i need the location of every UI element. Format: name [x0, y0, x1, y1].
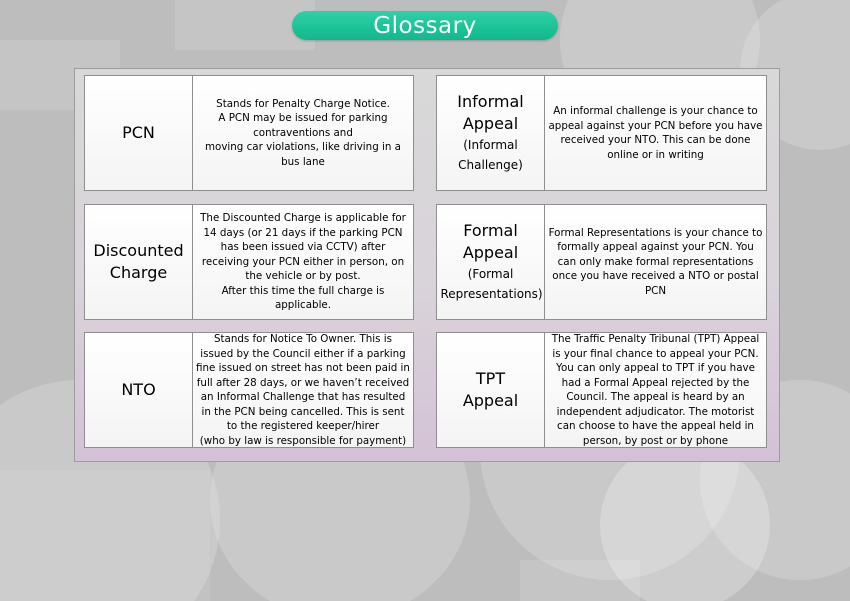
term-label: Formal Appeal	[462, 221, 519, 262]
term-label: PCN	[122, 123, 155, 142]
glossary-card-nto	[84, 332, 414, 448]
term-cell	[85, 333, 193, 447]
term-sublabel: (Formal Representations)	[440, 267, 543, 301]
glossary-card-pcn	[84, 75, 414, 191]
glossary-title-banner	[292, 11, 558, 40]
term-label: NTO	[121, 380, 156, 399]
term-cell	[85, 76, 193, 190]
term-cell	[437, 76, 545, 190]
definition-text: An informal challenge is your chance to appeal against your PCN before you have received your NTO. This can be done online or in writing	[548, 105, 763, 161]
term-cell	[85, 205, 193, 319]
page-title: Glossary	[373, 12, 477, 39]
definition-text: The Discounted Charge is applicable for 14 days (or 21 days if the parking PCN has been issued via CCTV) after receiving your PCN either in person, on the vehicle or by post. After this time the full charge is applicable.	[200, 212, 406, 312]
glossary-card-formal-appeal	[436, 204, 767, 320]
glossary-card-informal-appeal	[436, 75, 767, 191]
definition-text: Stands for Penalty Charge Notice. A PCN may be issued for parking contraventions and moving car violations, like driving in a bus lane	[205, 97, 401, 168]
glossary-card-tpt-appeal	[436, 332, 767, 448]
definition-text: Stands for Notice To Owner. This is issued by the Council either if a parking fine issued on street has not been paid in full after 28 days, or we haven’t received an Informal Challenge that has resulted in the PCN being cancelled. This is sent to the registered keeper/hirer (who by law is responsible for payment)	[196, 333, 410, 447]
term-cell	[437, 333, 545, 447]
term-label: Discounted Charge	[93, 241, 184, 282]
term-sublabel: (Informal Challenge)	[458, 138, 523, 172]
term-label: TPT Appeal	[462, 369, 519, 410]
glossary-card-discounted-charge	[84, 204, 414, 320]
term-cell	[437, 205, 545, 319]
definition-text: The Traffic Penalty Tribunal (TPT) Appeal is your final chance to appeal your PCN. You can only appeal to TPT if you have had a Formal Appeal rejected by the Council. The appeal is heard by an independent adjudicator. The motorist can choose to have the appeal held in person, by post or by phone	[551, 333, 760, 447]
term-label: Informal Appeal	[457, 92, 524, 133]
definition-text: Formal Representations is your chance to formally appeal against your PCN. You can only make formal representations once you have received a NTO or postal PCN	[548, 226, 763, 297]
